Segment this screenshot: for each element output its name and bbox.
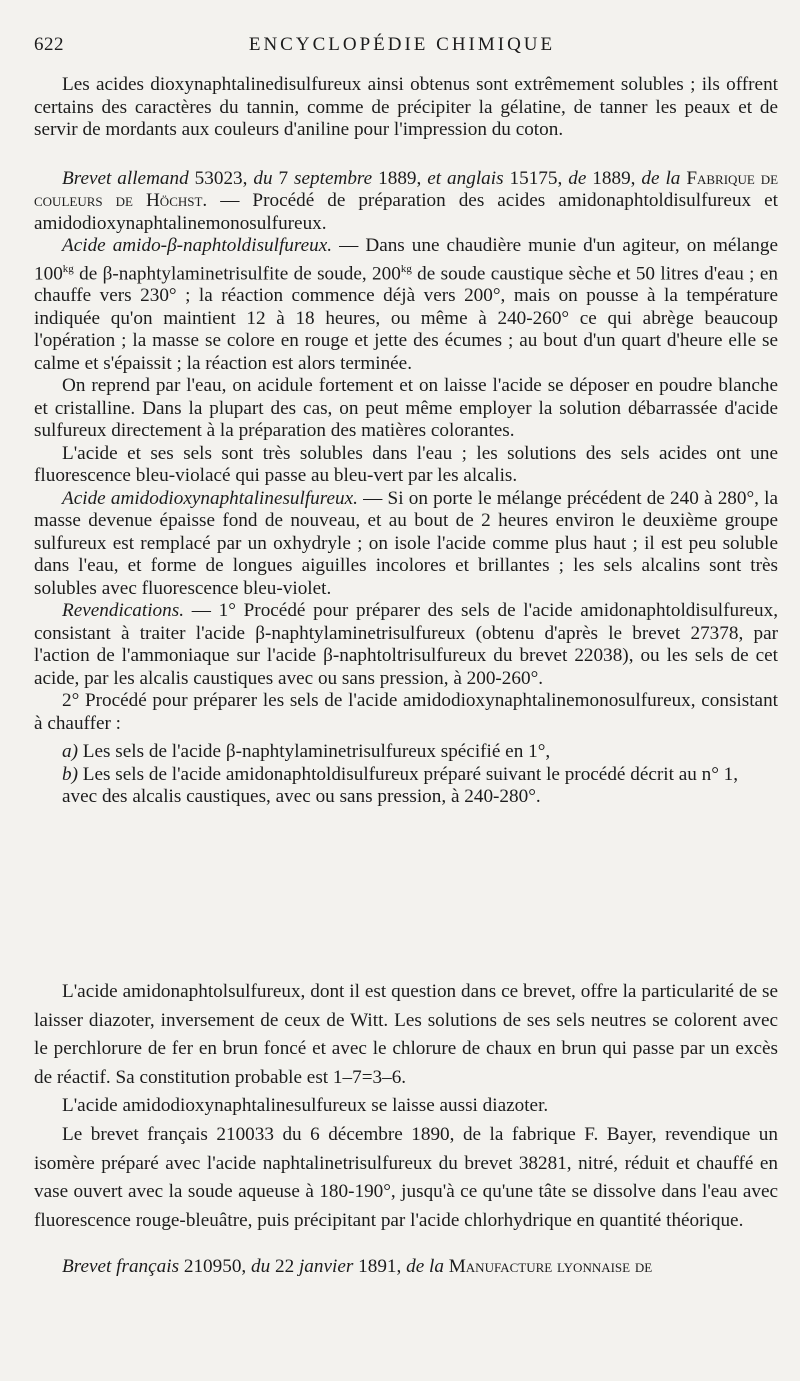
paragraph-brevet-francais: Brevet français 210950, du 22 janvier 1891, de la Manufacture lyonnaise de xyxy=(62,1256,653,1278)
paragraph-reprend: On reprend par l'eau, on acidule fortement et on laisse l'acide se déposer en poudre blanche et cristalline. Dans la plupart des cas, on peut même employer la solution débarrassée d'acide sulfureux directement à la préparation des matières colorantes. xyxy=(34,375,778,442)
paragraph-dioxy: Les acides dioxynaphtalinedisulfureux ainsi obtenus sont extrêmement solubles ; ils offrent certains des caractères du tannin, comme de précipiter la gélatine, de tanner les peaux et de servir de mordants aux couleurs d'aniline pour l'impression du coton. xyxy=(34,74,778,140)
page-number: 622 xyxy=(34,34,64,55)
section-title-revendications: Revendications. xyxy=(62,600,185,622)
list-item-a: a) Les sels de l'acide β-naphtylaminetrisulfureux spécifié en 1°, xyxy=(62,741,551,763)
paragraph-sels: L'acide et ses sels sont très solubles dans l'eau ; les solutions des sels acides ont une fluorescence bleu-violacé qui passe au bleu-vert par les alcalis. xyxy=(34,442,778,487)
section-title-acide-amido: Acide amido-β-naphtoldisulfureux. xyxy=(62,235,333,256)
running-title: ENCYCLOPÉDIE CHIMIQUE xyxy=(248,34,556,55)
paragraph-bayer: Le brevet français 210033 du 6 décembre 1890, de la fabrique F. Bayer, revendique un isomère préparé avec l'acide naphtalinetrisulfureux du brevet 38281, nitré, réduit et chauffé en vase ouvert avec la soude aqueuse à 180-190°, jusqu'à ce qu'une tâte se dissolve dans l'eau avec fluorescence rouge-bleuâtre, puis précipitant par l'acide chlorhydrique en quantité théorique. xyxy=(34,1123,778,1231)
section-title-acide-amidodioxy: Acide amidodioxynaphtalinesulfureux. xyxy=(62,487,358,509)
company-name: Fabrique de couleurs de Höchst. xyxy=(34,167,779,211)
body-upper xyxy=(34,74,778,809)
paragraph-acide-amidodioxy: Acide amidodioxynaphtalinesulfureux. — Si on porte le mélange précédent de 240 à 280°, la masse devenue épaisse fond de nouveau, et au bout de 2 heures environ le deuxième groupe sulfureux est remplacé par un oxhydryle ; on isole l'acide comme plus haut ; il est peu soluble dans l'eau, et forme de longues aiguilles incolores et brillantes ; les sels alcalins sont très solubles avec fluorescence bleu-violet. xyxy=(34,487,779,599)
company-name-final: Manufacture lyonnaise de xyxy=(443,1256,653,1278)
paragraph-brevet-allemand: Brevet allemand 53023, du 7 septembre 1889, et anglais 15175, de 1889, de la Fabrique de couleurs de Höchst. — Procédé de préparation des acides amidonaphtoldisulfureux et amidodioxynaphtalinemonosulfureux. xyxy=(34,167,779,234)
paragraph-procede-2: 2° Procédé pour préparer les sels de l'acide amidodioxynaphtalinemonosulfureux, consistant à chauffer : xyxy=(34,690,778,734)
list-item-end: avec des alcalis caustiques, avec ou sans pression, à 240-280°. xyxy=(62,786,541,808)
page-header xyxy=(34,30,770,60)
paragraph-diazoter: L'acide amidodioxynaphtalinesulfureux se laisse aussi diazoter. xyxy=(62,1095,549,1117)
body-lower xyxy=(34,978,778,1282)
paragraph-revendications: Revendications. — 1° Procédé pour préparer des sels de l'acide amidonaphtoldisulfureux, consistant à traiter l'acide β-naphtylaminetrisulfureux (obtenu d'après le brevet 27378, par l'action de l'ammoniaque sur l'acide β-naphtoltrisulfureux du brevet 22038), ou les sels de cet acide, par les alcalis caustiques avec ou sans pression, à 200-260°. xyxy=(34,600,778,689)
list-item-b: b) Les sels de l'acide amidonaphtoldisulfureux préparé suivant le procédé décrit au n° 1, xyxy=(62,763,739,785)
paragraph-acide-naphtol: L'acide amidonaphtolsulfureux, dont il est question dans ce brevet, offre la particularité de se laisser diazoter, inversement de ceux de Witt. Les solutions de ses sels neutres se colorent avec le perchlorure de fer en brun foncé et avec le chlorure de chaux en brun qui passe par un excès de réactif. Sa constitution probable est 1–7=3–6. xyxy=(34,981,778,1088)
paragraph-acide-amido: Acide amido-β-naphtoldisulfureux. — Dans une chaudière munie d'un agiteur, on mélange $100^{kg}$ de β-naphtylaminetrisulfite de soude, $200^{kg}$ de soude caustique sèche et 50 litres d'eau ; en chauffe vers 230° ; la réaction commence déjà vers 200°, mais on pousse à la température indiquée qu'on maintient 12 à 18 heures, ou même à 240-260° ce qui abrège beaucoup l'opération ; la masse se colore en rouge et jette des écumes ; au bout d'un quart d'heure elle se calme et s'épaissit ; la réaction est alors terminée. xyxy=(34,235,778,374)
